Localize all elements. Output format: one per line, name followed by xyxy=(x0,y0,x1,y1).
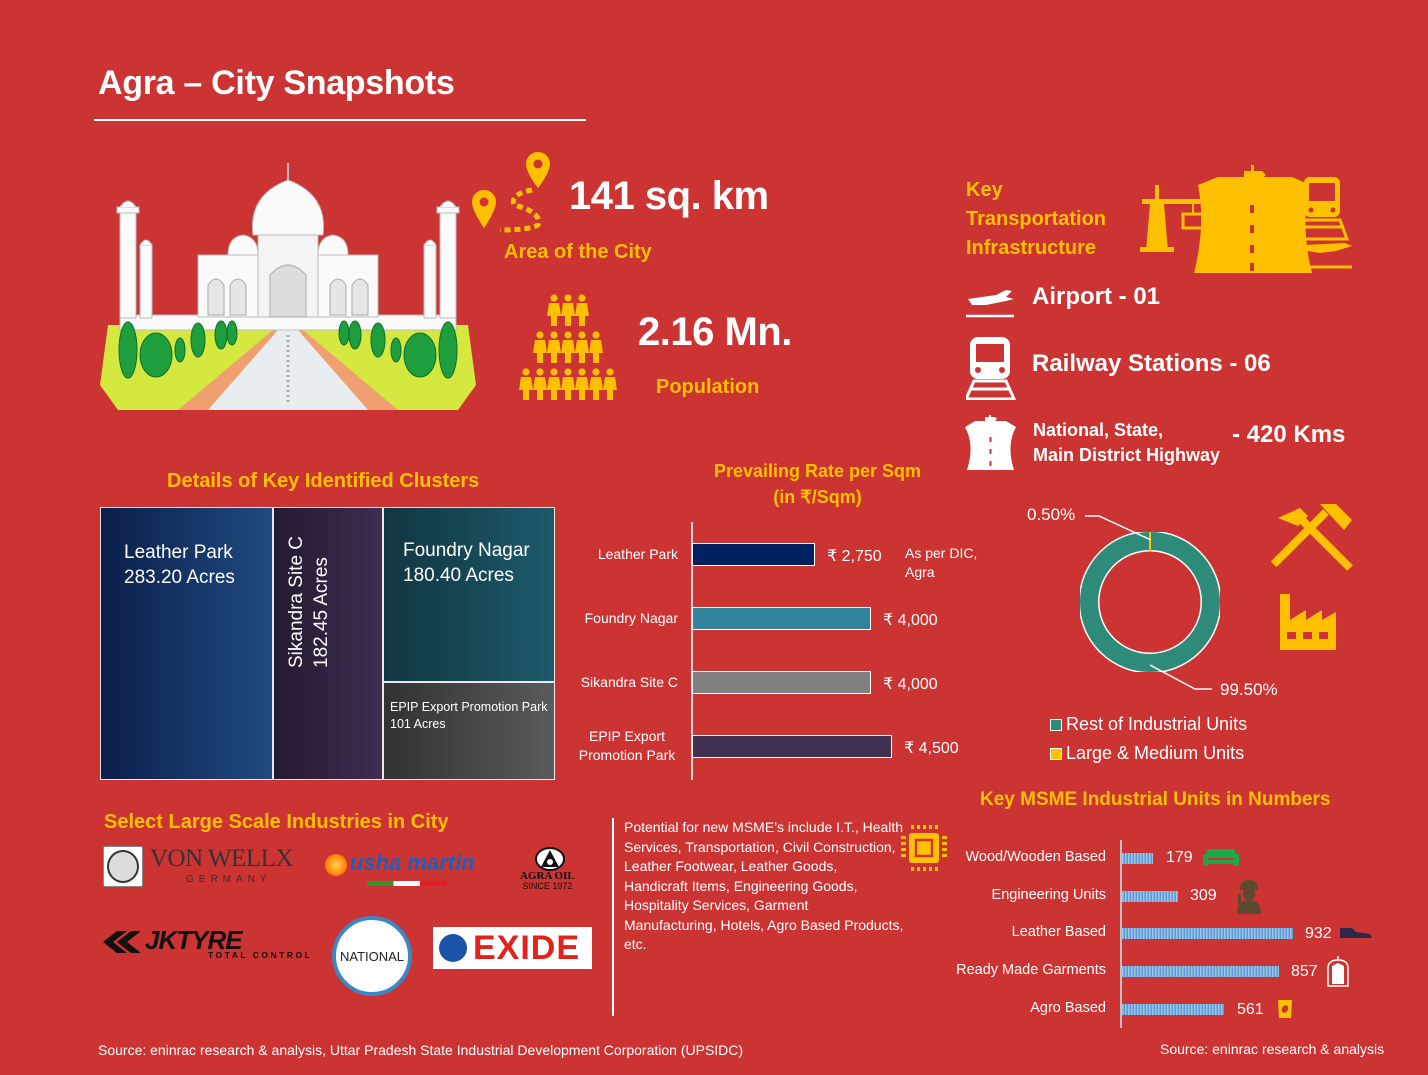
msme-bar-agro[interactable] xyxy=(1122,1004,1224,1015)
legend-large-medium xyxy=(1050,743,1244,764)
highway-label xyxy=(1033,418,1220,468)
agra-oil-name: AGRA OIL xyxy=(520,870,575,882)
msme-value: 857 xyxy=(1291,963,1318,980)
road-icon xyxy=(1194,165,1312,273)
crane-icon xyxy=(1140,185,1204,252)
msme-value: 932 xyxy=(1305,925,1332,942)
von-wellx-emblem xyxy=(103,846,143,887)
large-share-label: 99.50% xyxy=(1220,680,1278,699)
jk-tyre-sub: TOTAL CONTROL xyxy=(208,950,313,960)
rate-bar-leather-park[interactable] xyxy=(692,543,815,566)
msme-label: Wood/Wooden Based xyxy=(965,849,1106,865)
msme-value: 561 xyxy=(1237,1001,1264,1018)
small-share-label: 0.50% xyxy=(1027,505,1076,524)
rate-label-line: EPIP Export xyxy=(588,728,665,744)
rate-note-line: Agra xyxy=(905,564,935,580)
rate-label: Sikandra Site C xyxy=(580,674,678,690)
large-industries-title: Select Large Scale Industries in City xyxy=(104,811,449,833)
hammer-pick-icon xyxy=(1270,500,1356,580)
agra-oil-emblem xyxy=(535,847,565,871)
rate-bar-foundry-nagar[interactable] xyxy=(692,607,871,630)
area-value: 141 sq. km xyxy=(569,174,769,218)
msme-value: 179 xyxy=(1166,849,1193,866)
cluster-name: Foundry Nagar xyxy=(403,540,530,561)
jk-tyre-emblem xyxy=(103,929,143,955)
legend-swatch xyxy=(1050,748,1062,760)
people-pyramid-icon xyxy=(515,290,623,402)
airplane-icon xyxy=(966,285,1016,320)
rate-value: ₹ 4,000 xyxy=(883,676,938,693)
legend-swatch xyxy=(1050,719,1062,731)
rate-label: Leather Park xyxy=(597,546,678,562)
transport-heading-line: Transportation xyxy=(966,208,1107,230)
airport-count: Airport - 01 xyxy=(1032,283,1161,310)
railway-stations-count: Railway Stations - 06 xyxy=(1032,350,1271,377)
msme-bar-wood[interactable] xyxy=(1122,853,1153,864)
agra-oil-logo xyxy=(520,871,575,891)
von-wellx-logo: VON WELLX xyxy=(150,845,293,872)
area-label: Area of the City xyxy=(504,241,652,263)
legend-label: Large & Medium Units xyxy=(1066,743,1245,763)
jk-tyre-logo: JKTYRE xyxy=(145,925,242,955)
source-left: Source: eninrac research & analysis, Uttar Pradesh State Industrial Development Corporation (UPSIDC) xyxy=(98,1042,744,1058)
usha-martin-logo: usha martin xyxy=(350,850,475,875)
msme-label: Leather Based xyxy=(1011,924,1106,940)
rate-note-line: As per DIC, xyxy=(905,545,978,561)
clusters-title: Details of Key Identified Clusters xyxy=(167,470,480,492)
msme-bar-engineering[interactable] xyxy=(1122,891,1178,902)
msme-label: Agro Based xyxy=(1030,1000,1106,1016)
rate-bar-sikandra-site-c[interactable] xyxy=(692,671,871,694)
msme-bar-leather[interactable] xyxy=(1122,928,1293,939)
msme-value: 309 xyxy=(1190,887,1217,904)
source-right: Source: eninrac research & analysis xyxy=(1160,1041,1385,1057)
rate-note xyxy=(905,544,977,582)
small-share-leader xyxy=(1085,510,1155,545)
page-title: Agra – City Snapshots xyxy=(98,64,455,102)
rate-value: ₹ 2,750 xyxy=(827,548,882,565)
msme-label: Engineering Units xyxy=(991,887,1106,903)
unit-share-donut[interactable] xyxy=(1080,532,1220,672)
garment-bag-icon xyxy=(1326,954,1350,988)
transport-infrastructure-icons xyxy=(1140,165,1355,273)
legend-label: Rest of Industrial Units xyxy=(1066,714,1248,734)
grain-sack-icon xyxy=(1276,998,1294,1020)
highway-length: - 420 Kms xyxy=(1232,421,1346,448)
rate-bar-epip[interactable] xyxy=(692,735,892,758)
cluster-name: Leather Park xyxy=(124,542,233,563)
factory-icon xyxy=(1278,592,1338,652)
legend-rest-units xyxy=(1050,714,1247,735)
exide-emblem xyxy=(439,934,467,962)
von-wellx-sub: GERMANY xyxy=(186,874,272,885)
usha-martin-emblem xyxy=(325,854,347,876)
transport-heading-line: Infrastructure xyxy=(966,237,1097,259)
potential-divider xyxy=(612,818,614,1016)
cluster-leather-park[interactable] xyxy=(100,507,273,780)
exide-name: EXIDE xyxy=(473,928,581,967)
rate-value: ₹ 4,000 xyxy=(883,612,938,629)
rate-value: ₹ 4,500 xyxy=(904,740,959,757)
rate-label xyxy=(548,727,706,765)
msme-title: Key MSME Industrial Units in Numbers xyxy=(980,789,1331,810)
agra-oil-sub: SINCE 1972 xyxy=(522,881,573,891)
msme-label: Ready Made Garments xyxy=(956,962,1106,978)
rate-label-line: Promotion Park xyxy=(578,747,676,763)
exide-logo xyxy=(433,927,592,969)
highway-icon xyxy=(963,415,1018,470)
population-value: 2.16 Mn. xyxy=(638,310,792,354)
map-route-pins-icon xyxy=(470,150,552,242)
highway-label-line: Main District Highway xyxy=(1033,445,1221,465)
engineer-icon xyxy=(1235,880,1261,914)
chip-icon xyxy=(899,823,949,873)
msme-bar-garments[interactable] xyxy=(1122,966,1279,977)
cluster-area: 182.45 Acres xyxy=(311,557,332,668)
cluster-area: 283.20 Acres xyxy=(124,567,235,588)
cluster-foundry-nagar[interactable] xyxy=(383,507,555,682)
title-divider xyxy=(94,119,586,121)
rate-label: Foundry Nagar xyxy=(584,610,678,626)
cluster-name: EPIP Export Promotion Park xyxy=(390,700,548,714)
rates-title xyxy=(680,458,955,510)
taj-mahal-illustration xyxy=(98,155,478,410)
cluster-area: 101 Acres xyxy=(390,717,446,731)
rates-title-line: (in ₹/Sqm) xyxy=(773,487,862,507)
transport-heading-line: Key xyxy=(966,179,1003,201)
highway-label-line: National, State, xyxy=(1033,420,1164,440)
national-logo: NATIONAL xyxy=(332,916,412,996)
train-icon xyxy=(966,335,1016,400)
cluster-epip[interactable] xyxy=(383,682,555,780)
cluster-area: 180.40 Acres xyxy=(403,565,514,586)
shoe-icon xyxy=(1340,926,1372,940)
cluster-sikandra-site-c[interactable] xyxy=(273,507,383,780)
potential-msme-text: Potential for new MSME’s include I.T., Health Services, Transportation, Civil Construction, Leather Footwear, Leather Goods, Handicraft Items, Engineering Goods, Hospitality Services, Garment Manufacturing, Hotels, Agro Based Products, etc. xyxy=(624,819,904,952)
cluster-name: Sikandra Site C xyxy=(286,535,307,668)
usha-martin-stripe xyxy=(367,881,447,886)
population-label: Population xyxy=(656,376,760,398)
transport-heading xyxy=(966,176,1106,263)
large-share-leader xyxy=(1150,660,1215,695)
rates-title-line: Prevailing Rate per Sqm xyxy=(713,461,922,481)
sofa-icon xyxy=(1203,849,1239,867)
